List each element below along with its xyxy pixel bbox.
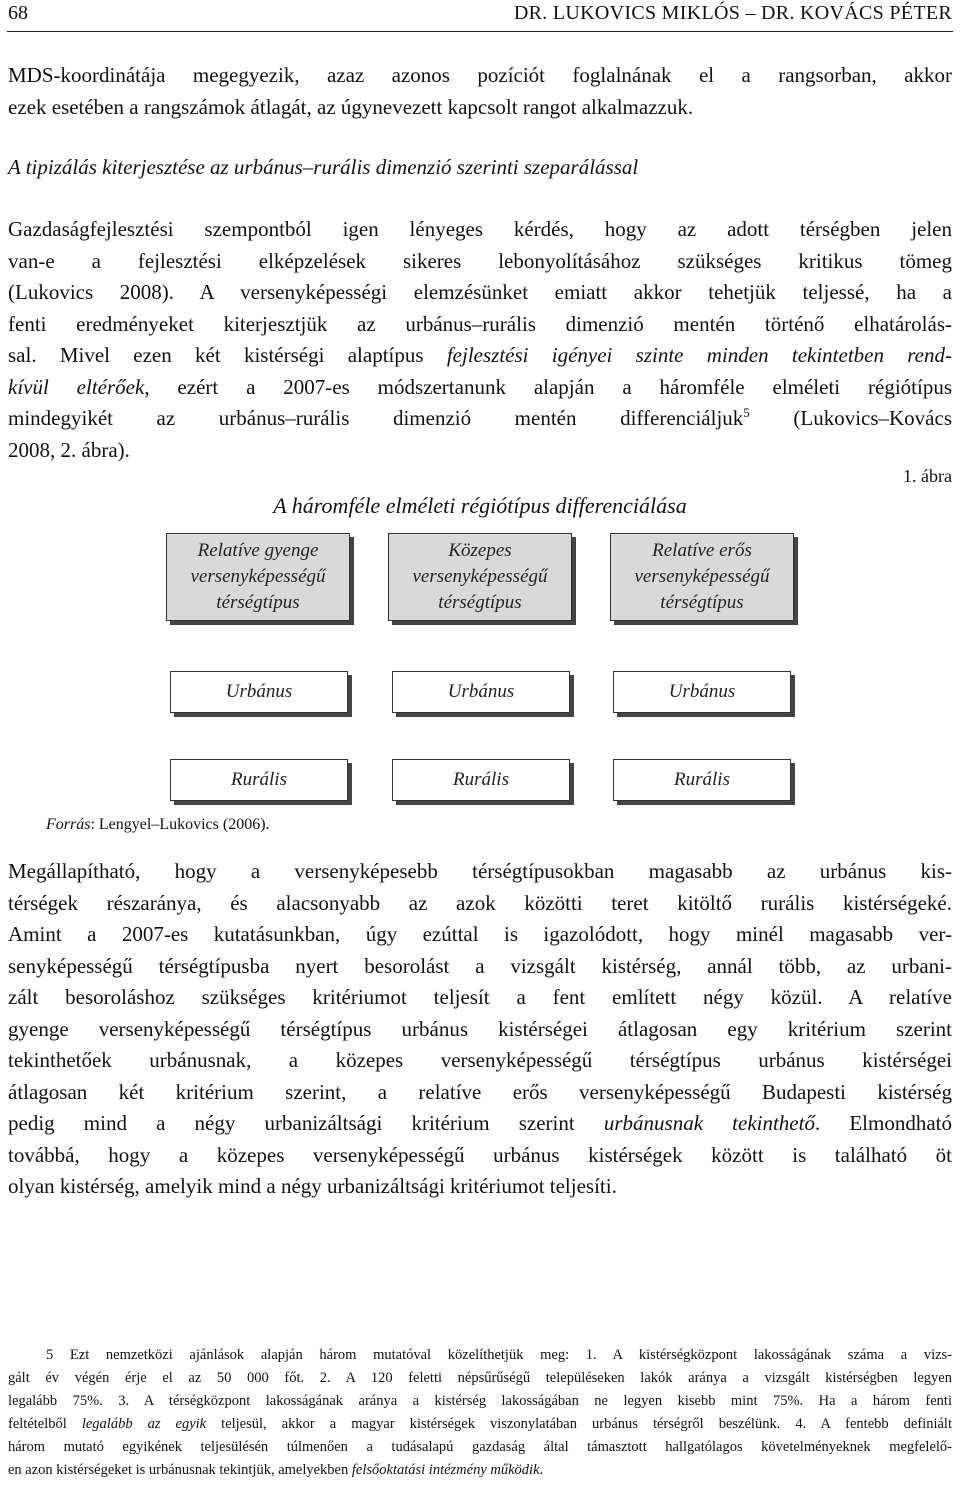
box-line: versenyképességű xyxy=(412,566,548,587)
header-rule xyxy=(7,31,953,32)
text-line: fenti eredményeket kiterjesztjük az urbánus–rurális dimenzió mentén történő elhatárolás- xyxy=(8,311,952,336)
text-span: en azon kistérségeket is urbánusnak tekintjük, amelyekben xyxy=(8,1462,352,1478)
running-title: DR. LUKOVICS MIKLÓS – DR. KOVÁCS PÉTER xyxy=(513,2,952,24)
text-line: zált besoroláshoz szükséges kritériumot teljesít a fent említett négy közül. A relatíve xyxy=(8,985,952,1009)
intro-paragraph xyxy=(8,60,952,123)
text-line: tekinthetőek urbánusnak, a közepes versenyképességű térségtípus urbánus kistérségei xyxy=(8,1048,952,1072)
text-span: feltételből xyxy=(8,1416,82,1432)
text-line: Gazdaságfejlesztési szempontból igen lényeges kérdés, hogy az adott térségben jelen xyxy=(8,217,952,241)
diagram-box-urban: Urbánus xyxy=(170,671,348,713)
footnote-line xyxy=(8,1459,952,1482)
diagram-box-rural: Rurális xyxy=(613,759,791,801)
diagram-box-strong xyxy=(610,533,794,621)
box-line: térségtípus xyxy=(216,592,300,613)
footnote-ref[interactable]: 5 xyxy=(743,405,750,420)
diagram-box-urban: Urbánus xyxy=(613,671,791,713)
text-line: 2008, 2. ábra). xyxy=(8,437,130,462)
emphasis-text: kívül eltérőek xyxy=(8,374,145,399)
text-line: gyenge versenyképességű térségtípus urbánus kistérségei átlagosan egy kritérium szerint xyxy=(8,1016,952,1041)
diagram-box-weak xyxy=(166,533,350,621)
text-line: továbbá, hogy a közepes versenyképességű urbánus kistérségek között is található öt xyxy=(8,1142,952,1167)
text-line: olyan kistérség, amelyik mind a négy urbanizáltsági kritériumot teljesíti. xyxy=(8,1174,617,1198)
text-span: mindegyikét az urbánus–rurális dimenzió mentén differenciáljuk xyxy=(8,406,744,430)
body-paragraph-1 xyxy=(8,214,952,466)
diagram-box-rural: Rurális xyxy=(170,759,348,801)
box-line: Relatíve erős xyxy=(652,540,752,561)
diagram-box-rural: Rurális xyxy=(392,759,570,801)
figure-label: 1. ábra xyxy=(903,466,952,486)
text-line: (Lukovics 2008). A versenyképességi elemzésünket emiatt akkor tehetjük teljessé, ha a xyxy=(8,280,952,304)
text-span: . xyxy=(539,1462,544,1478)
text-line: Amint a 2007-es kutatásunkban, úgy ezúttal is igazolódott, hogy minél magasabb ver- xyxy=(8,922,952,946)
figure-source xyxy=(46,816,270,834)
text-line xyxy=(8,403,952,435)
text-span: sal. Mivel ezen két kistérségi alaptípus xyxy=(8,343,447,367)
source-label: Forrás xyxy=(46,816,91,833)
box-line: térségtípus xyxy=(438,592,522,613)
box-line: Relatíve gyenge xyxy=(197,540,319,561)
footnote-line: 5 Ezt nemzetközi ajánlások alapján három mutatóval közelíthetjük meg: 1. A kistérségközpont lakosságának száma a vizs- xyxy=(46,1347,952,1363)
text-span: pedig mind a négy urbanizáltsági kritérium szerint xyxy=(8,1111,604,1135)
footnote-line xyxy=(8,1413,952,1436)
text-line: átlagosan két kritérium szerint, a relatíve erős versenyképességű Budapesti kistérség xyxy=(8,1079,952,1104)
text-line xyxy=(8,340,952,372)
text-span: , ezért a 2007-es módszertanunk alapján a háromféle elméleti régiótípus xyxy=(144,374,952,399)
emphasis-text: felsőoktatási intézmény működik xyxy=(351,1462,540,1478)
footnote xyxy=(8,1344,952,1482)
footnote-line: gált év végén érje el az 50 000 főt. 2. A 120 feletti népsűrűségű településeken lakók aránya a vizsgált kistérségben legyen xyxy=(8,1370,952,1386)
diagram-box-medium xyxy=(388,533,572,621)
section-heading: A tipizálás kiterjesztése az urbánus–rurális dimenzió szerinti szeparálással xyxy=(8,155,639,179)
page-number: 68 xyxy=(8,2,28,24)
text-line xyxy=(8,1108,952,1140)
diagram-box-urban: Urbánus xyxy=(392,671,570,713)
box-line: térségtípus xyxy=(660,592,744,613)
box-line: Közepes xyxy=(448,540,512,561)
source-text: : Lengyel–Lukovics (2006). xyxy=(90,816,270,833)
text-span: (Lukovics–Kovács xyxy=(749,406,952,430)
text-line: ezek esetében a rangszámok átlagát, az úgynevezett kapcsolt rangot alkalmazzuk. xyxy=(8,94,694,119)
text-span: teljesül, akkor a magyar kistérségek viszonylatában urbánus térségről beszélünk. 4. A fentebb definiált xyxy=(206,1416,952,1432)
box-line: versenyképességű xyxy=(190,566,326,587)
text-line xyxy=(8,372,952,404)
emphasis-text: urbánusnak tekinthető xyxy=(603,1111,815,1135)
text-line: MDS-koordinátája megegyezik, azaz azonos pozíciót foglalnának el a rangsorban, akkor xyxy=(8,63,952,87)
text-line: térségek részaránya, és alacsonyabb az azok közötti teret kitöltő rurális kistérségeké. xyxy=(8,890,952,915)
box-line: versenyképességű xyxy=(634,566,770,587)
text-line: senyképességű térségtípusba nyert besorolást a vizsgált kistérség, annál több, az urbani- xyxy=(8,953,952,978)
text-span: . Elmondható xyxy=(814,1111,953,1135)
body-paragraph-2 xyxy=(8,856,952,1203)
text-line: van-e a fejlesztési elképzelések sikeres lebonyolításához szükséges kritikus tömeg xyxy=(8,248,952,273)
figure-title: A háromféle elméleti régiótípus differenciálása xyxy=(273,493,687,518)
footnote-line: legalább 75%. 3. A térségközpont lakosságának aránya a kistérség lakosságában ne legyen kisebb mint 75%. Ha a három fenti xyxy=(8,1393,952,1409)
footnote-line: három mutató egyikének teljesülésén túlmenően a tudásalapú gazdaság által támasztott hallgatólagos követelményeknek megfelelő- xyxy=(8,1439,952,1455)
emphasis-text: fejlesztési igényei szinte minden tekintetben rend- xyxy=(446,343,952,367)
text-line: Megállapítható, hogy a versenyképesebb térségtípusokban magasabb az urbánus kis- xyxy=(8,859,952,883)
emphasis-text: legalább az egyik xyxy=(81,1416,207,1432)
